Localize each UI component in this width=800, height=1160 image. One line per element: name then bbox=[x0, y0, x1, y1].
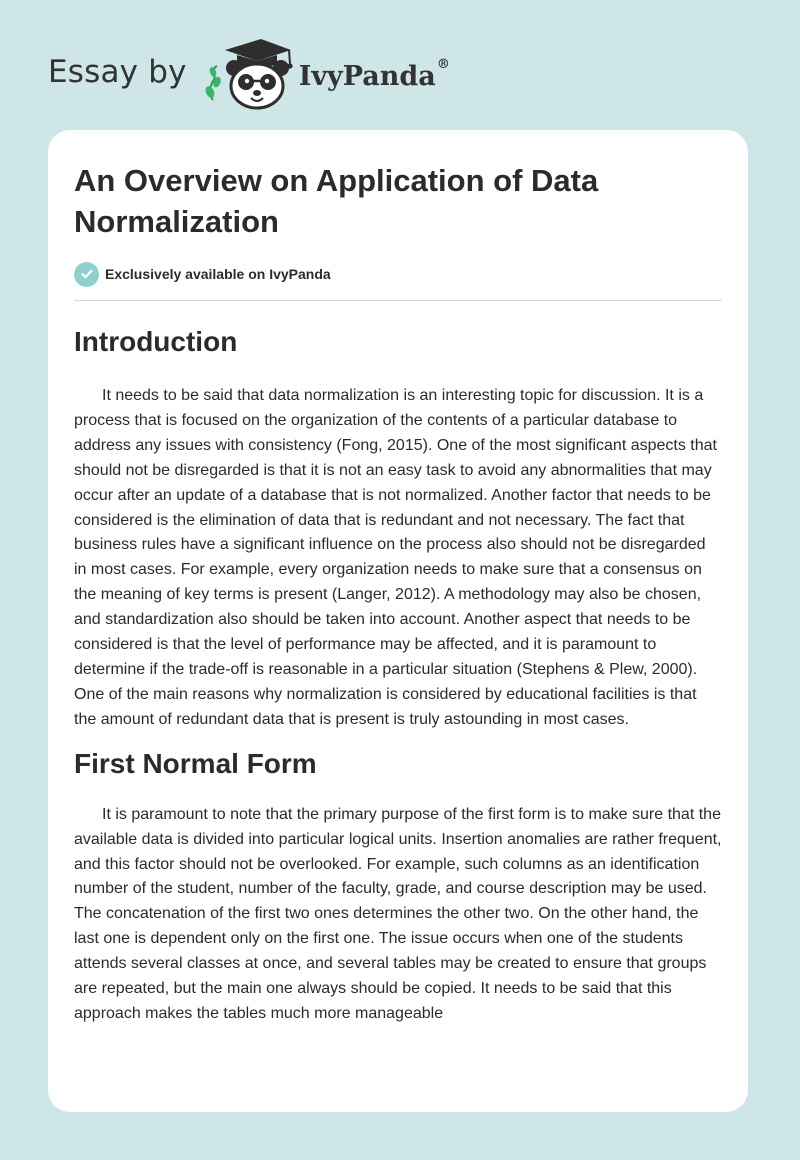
site-header bbox=[48, 34, 450, 114]
essay-title: An Overview on Application of Data Normalization bbox=[74, 163, 599, 239]
section-heading-introduction: Introduction bbox=[74, 326, 238, 357]
essay-by-label: Essay by bbox=[48, 54, 187, 90]
section-heading-first-normal-form: First Normal Form bbox=[74, 747, 317, 779]
essay-card bbox=[48, 130, 748, 1112]
exclusive-badge bbox=[74, 260, 722, 288]
section-body-introduction: It needs to be said that data normalization is an interesting topic for discussion. It is a process that is focused on the organization of the contents of a particular database to address any issues with consistency (Fong, 2015). One of the most significant aspects that should not be disregarded is that it is not an easy task to avoid any abnormalities that may occur after an update of a database that is not normalized. Another factor that needs to be considered is the elimination of data that is redundant and not necessary. The fact that business rules have a significant influence on the process also should not be disregarded in most cases. For example, every organization needs to make sure that a consensus on the meaning of key terms is present (Langer, 2012). A methodology may also be chosen, and standardization also should be taken into account. Another aspect that needs to be considered is that the level of performance may be affected, and it is paramount to determine if the trade-off is reasonable in a particular situation (Stephens & Plew, 2000). One of the main reasons why normalization is considered by educational facilities is that the amount of redundant data that is present is truly astounding in most cases. bbox=[74, 387, 717, 728]
registered-mark: ® bbox=[436, 56, 450, 72]
exclusive-badge-label: Exclusively available on IvyPanda bbox=[105, 266, 331, 282]
title-divider bbox=[74, 300, 722, 301]
panda-graduate-logo-icon[interactable] bbox=[201, 34, 297, 114]
section-body-first-normal-form: It is paramount to note that the primary purpose of the first form is to make sure that the available data is divided into particular logical units. Insertion anomalies are rather frequent, and this factor should not be overlooked. For example, such columns as an identification number of the student, number of the faculty, grade, and course description may be used. The concatenation of the first two ones determines the other two. On the other hand, the last one is dependent only on the first one. The issue occurs when one of the students attends several classes at once, and several tables may be created to ensure that groups are repeated, but the main one always should be copied. It needs to be said that this approach makes the tables much more manageable bbox=[74, 805, 722, 1022]
check-circle-icon bbox=[74, 262, 99, 287]
ivypanda-wordmark[interactable]: IvyPanda® bbox=[298, 56, 450, 92]
